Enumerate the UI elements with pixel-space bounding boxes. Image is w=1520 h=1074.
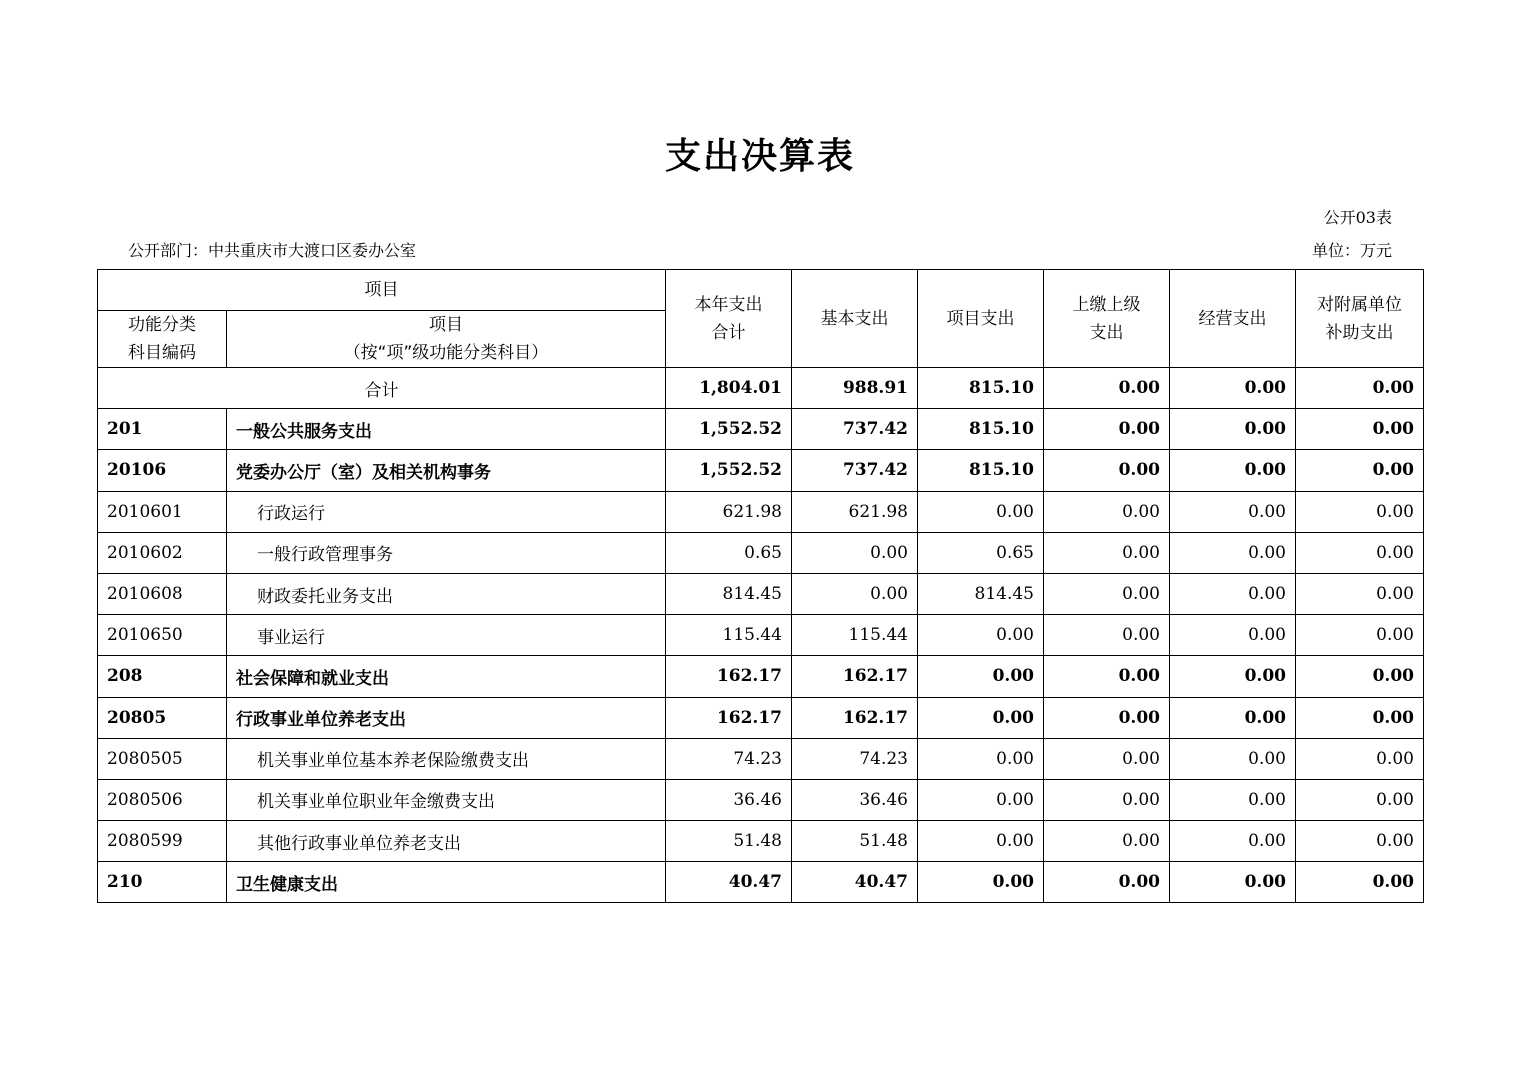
header-subsidy: 对附属单位 补助支出 xyxy=(1296,270,1424,368)
total-cell: 36.46 xyxy=(666,779,792,820)
upper-cell: 0.00 xyxy=(1044,491,1170,532)
code-cell: 2080506 xyxy=(98,779,227,820)
total-label: 合计 xyxy=(98,368,666,409)
upper-cell: 0.00 xyxy=(1044,656,1170,697)
upper-cell: 0.00 xyxy=(1044,573,1170,614)
table-row xyxy=(98,532,1424,573)
table-row xyxy=(98,821,1424,862)
code-cell: 2080599 xyxy=(98,821,227,862)
operating-cell: 0.00 xyxy=(1170,862,1296,903)
operating-cell: 0.00 xyxy=(1170,450,1296,491)
operating-cell: 0.00 xyxy=(1170,656,1296,697)
upper-cell: 0.00 xyxy=(1044,862,1170,903)
code-cell: 201 xyxy=(98,409,227,450)
basic-cell: 0.00 xyxy=(792,573,918,614)
name-cell: 事业运行 xyxy=(227,615,666,656)
header-project: 项目支出 xyxy=(918,270,1044,368)
table-row xyxy=(98,615,1424,656)
operating-cell: 0.00 xyxy=(1170,821,1296,862)
code-cell: 20805 xyxy=(98,697,227,738)
table-row xyxy=(98,656,1424,697)
expenditure-table xyxy=(97,269,1424,903)
name-cell: 行政运行 xyxy=(227,491,666,532)
project-cell: 815.10 xyxy=(918,409,1044,450)
total-cell: 1,552.52 xyxy=(666,409,792,450)
operating-cell: 0.00 xyxy=(1170,738,1296,779)
basic-cell: 36.46 xyxy=(792,779,918,820)
basic-cell: 737.42 xyxy=(792,450,918,491)
subsidy-cell: 0.00 xyxy=(1296,862,1424,903)
total-cell: 74.23 xyxy=(666,738,792,779)
operating-cell: 0.00 xyxy=(1170,779,1296,820)
operating-cell: 0.00 xyxy=(1170,491,1296,532)
basic-cell: 162.17 xyxy=(792,656,918,697)
basic-cell: 621.98 xyxy=(792,491,918,532)
name-cell: 一般行政管理事务 xyxy=(227,532,666,573)
project-cell: 815.10 xyxy=(918,368,1044,409)
project-cell: 0.00 xyxy=(918,779,1044,820)
project-cell: 0.65 xyxy=(918,532,1044,573)
total-cell: 814.45 xyxy=(666,573,792,614)
total-cell: 115.44 xyxy=(666,615,792,656)
header-name: 项目 （按“项”级功能分类科目） xyxy=(227,311,666,368)
basic-cell: 0.00 xyxy=(792,532,918,573)
subsidy-cell: 0.00 xyxy=(1296,697,1424,738)
upper-cell: 0.00 xyxy=(1044,697,1170,738)
table-row xyxy=(98,862,1424,903)
unit-label: 单位：万元 xyxy=(1311,241,1392,260)
basic-cell: 988.91 xyxy=(792,368,918,409)
total-cell: 51.48 xyxy=(666,821,792,862)
total-row xyxy=(98,368,1424,409)
name-cell: 机关事业单位基本养老保险缴费支出 xyxy=(227,738,666,779)
upper-cell: 0.00 xyxy=(1044,532,1170,573)
subsidy-cell: 0.00 xyxy=(1296,532,1424,573)
total-cell: 162.17 xyxy=(666,656,792,697)
project-cell: 0.00 xyxy=(918,862,1044,903)
table-row xyxy=(98,491,1424,532)
subsidy-cell: 0.00 xyxy=(1296,368,1424,409)
project-cell: 0.00 xyxy=(918,738,1044,779)
total-cell: 1,552.52 xyxy=(666,450,792,491)
subsidy-cell: 0.00 xyxy=(1296,779,1424,820)
name-cell: 机关事业单位职业年金缴费支出 xyxy=(227,779,666,820)
upper-cell: 0.00 xyxy=(1044,450,1170,491)
project-cell: 0.00 xyxy=(918,697,1044,738)
basic-cell: 51.48 xyxy=(792,821,918,862)
code-cell: 2010601 xyxy=(98,491,227,532)
operating-cell: 0.00 xyxy=(1170,409,1296,450)
header-basic: 基本支出 xyxy=(792,270,918,368)
project-cell: 0.00 xyxy=(918,615,1044,656)
upper-cell: 0.00 xyxy=(1044,821,1170,862)
code-cell: 2010650 xyxy=(98,615,227,656)
code-cell: 2010608 xyxy=(98,573,227,614)
table-row xyxy=(98,697,1424,738)
project-cell: 815.10 xyxy=(918,450,1044,491)
operating-cell: 0.00 xyxy=(1170,532,1296,573)
subsidy-cell: 0.00 xyxy=(1296,615,1424,656)
basic-cell: 162.17 xyxy=(792,697,918,738)
table-row xyxy=(98,779,1424,820)
total-cell: 162.17 xyxy=(666,697,792,738)
code-cell: 20106 xyxy=(98,450,227,491)
total-cell: 621.98 xyxy=(666,491,792,532)
form-number: 公开03表 xyxy=(1323,208,1392,227)
total-cell: 0.65 xyxy=(666,532,792,573)
name-cell: 一般公共服务支出 xyxy=(227,409,666,450)
header-upper: 上缴上级 支出 xyxy=(1044,270,1170,368)
name-cell: 卫生健康支出 xyxy=(227,862,666,903)
operating-cell: 0.00 xyxy=(1170,697,1296,738)
project-cell: 0.00 xyxy=(918,821,1044,862)
project-cell: 0.00 xyxy=(918,656,1044,697)
upper-cell: 0.00 xyxy=(1044,368,1170,409)
table-row xyxy=(98,573,1424,614)
subsidy-cell: 0.00 xyxy=(1296,738,1424,779)
subsidy-cell: 0.00 xyxy=(1296,573,1424,614)
header-code: 功能分类 科目编码 xyxy=(98,311,227,368)
code-cell: 2010602 xyxy=(98,532,227,573)
subsidy-cell: 0.00 xyxy=(1296,491,1424,532)
department-label: 公开部门：中共重庆市大渡口区委办公室 xyxy=(128,241,417,260)
total-cell: 40.47 xyxy=(666,862,792,903)
table-row xyxy=(98,409,1424,450)
basic-cell: 40.47 xyxy=(792,862,918,903)
name-cell: 社会保障和就业支出 xyxy=(227,656,666,697)
basic-cell: 115.44 xyxy=(792,615,918,656)
header-operating: 经营支出 xyxy=(1170,270,1296,368)
basic-cell: 737.42 xyxy=(792,409,918,450)
project-cell: 0.00 xyxy=(918,491,1044,532)
code-cell: 208 xyxy=(98,656,227,697)
subsidy-cell: 0.00 xyxy=(1296,450,1424,491)
subsidy-cell: 0.00 xyxy=(1296,656,1424,697)
table-row xyxy=(98,738,1424,779)
project-cell: 814.45 xyxy=(918,573,1044,614)
name-cell: 财政委托业务支出 xyxy=(227,573,666,614)
total-cell: 1,804.01 xyxy=(666,368,792,409)
operating-cell: 0.00 xyxy=(1170,615,1296,656)
page-title: 支出决算表 xyxy=(664,136,855,177)
subsidy-cell: 0.00 xyxy=(1296,409,1424,450)
upper-cell: 0.00 xyxy=(1044,409,1170,450)
subsidy-cell: 0.00 xyxy=(1296,821,1424,862)
code-cell: 210 xyxy=(98,862,227,903)
operating-cell: 0.00 xyxy=(1170,573,1296,614)
name-cell: 行政事业单位养老支出 xyxy=(227,697,666,738)
name-cell: 其他行政事业单位养老支出 xyxy=(227,821,666,862)
upper-cell: 0.00 xyxy=(1044,738,1170,779)
upper-cell: 0.00 xyxy=(1044,779,1170,820)
table-row xyxy=(98,450,1424,491)
operating-cell: 0.00 xyxy=(1170,368,1296,409)
code-cell: 2080505 xyxy=(98,738,227,779)
name-cell: 党委办公厅（室）及相关机构事务 xyxy=(227,450,666,491)
header-item-group: 项目 xyxy=(98,270,666,311)
header-total: 本年支出 合计 xyxy=(666,270,792,368)
basic-cell: 74.23 xyxy=(792,738,918,779)
upper-cell: 0.00 xyxy=(1044,615,1170,656)
